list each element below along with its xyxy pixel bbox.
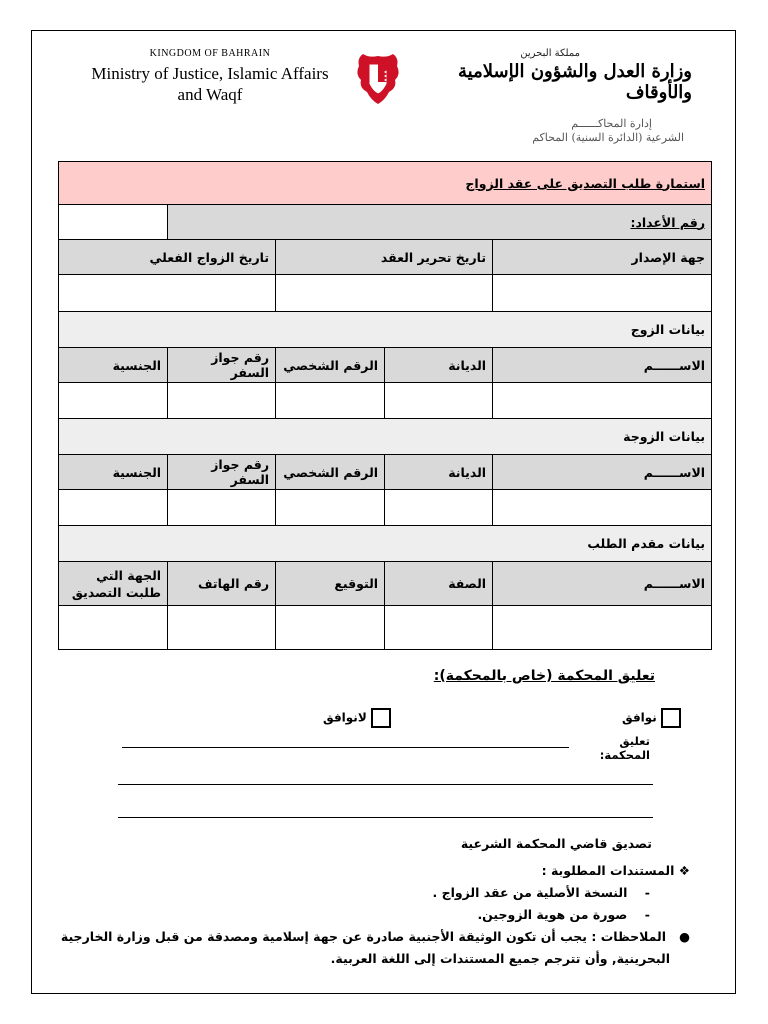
issuer-label: جهة الإصدار	[493, 240, 712, 275]
required-docs-label: المستندات المطلوبة :	[541, 863, 675, 878]
number-label: رقم الأعداد:	[168, 205, 712, 240]
husband-passport-field[interactable]	[168, 383, 276, 419]
form-title: استمارة طلب التصديق على عقد الزواج	[59, 162, 712, 205]
wife-religion-field[interactable]	[385, 490, 493, 526]
agree-checkbox[interactable]	[661, 708, 681, 728]
dash-bullet-icon: -	[631, 885, 650, 900]
required-documents	[60, 860, 690, 970]
ar-ministry: وزارة العدل والشؤون الإسلامية والأوقاف	[458, 61, 692, 103]
court-section-title: تعليق المحكمة (خاص بالمحكمة):	[433, 668, 655, 684]
wife-religion-label: الديانة	[385, 455, 493, 490]
issuer-field[interactable]	[493, 275, 712, 312]
header-english	[60, 48, 360, 105]
ar-courts-dept: إدارة المحاكــــــم	[571, 117, 652, 130]
notes	[60, 926, 690, 948]
disagree-label: لانوافق	[323, 710, 367, 725]
ar-courts-dept-sub: الشرعية (الدائرة السنية) المحاكم	[532, 131, 684, 144]
en-ministry-line2: and Waqf	[177, 85, 243, 104]
doc-item-1	[60, 882, 650, 904]
husband-name-field[interactable]	[493, 383, 712, 419]
applicant-section-title: بيانات مقدم الطلب	[59, 526, 712, 562]
notes-continued	[60, 948, 670, 970]
bahrain-emblem-logo	[355, 50, 401, 106]
wife-name-field[interactable]	[493, 490, 712, 526]
actual-marriage-date-field[interactable]	[59, 275, 276, 312]
required-docs-heading	[60, 860, 690, 882]
husband-name-label: الاســــــم	[493, 348, 712, 383]
wife-name-label: الاســــــم	[493, 455, 712, 490]
notes-text: : يجب أن تكون الوثيقة الأجنبية صادرة عن جهة إسلامية ومصدقة من قبل وزارة الخارجية	[60, 929, 601, 944]
applicant-capacity-field[interactable]	[385, 606, 493, 650]
disagree-option[interactable]	[323, 708, 391, 728]
husband-personal-no-field[interactable]	[276, 383, 385, 419]
applicant-capacity-label: الصفة	[385, 562, 493, 606]
dot-bullet-icon: ●	[670, 929, 690, 944]
husband-passport-label: رقم جواز السفر	[168, 348, 276, 383]
diamond-bullet-icon: ❖	[678, 863, 690, 878]
applicant-phone-field[interactable]	[168, 606, 276, 650]
agree-label: نوافق	[622, 710, 657, 725]
applicant-phone-label: رقم الهاتف	[168, 562, 276, 606]
notes-text-2: البحرينية, وأن تترجم جميع المستندات إلى اللغة العربية.	[330, 951, 670, 966]
applicant-signature-label: التوقيع	[276, 562, 385, 606]
requesting-party-field[interactable]	[59, 606, 168, 650]
contract-date-label: تاريخ تحرير العقد	[276, 240, 493, 275]
wife-section-title: بيانات الزوجة	[59, 419, 712, 455]
requesting-party-line1: الجهة التي	[96, 567, 162, 583]
husband-nationality-field[interactable]	[59, 383, 168, 419]
requesting-party-label	[59, 562, 168, 606]
agree-option[interactable]	[622, 708, 681, 728]
husband-religion-field[interactable]	[385, 383, 493, 419]
doc-item-1-text: النسخة الأصلية من عقد الزواج .	[432, 885, 628, 900]
husband-nationality-label: الجنسية	[59, 348, 168, 383]
wife-nationality-field[interactable]	[59, 490, 168, 526]
marriage-certification-form	[58, 161, 712, 650]
comment-line-3[interactable]	[118, 817, 653, 818]
en-kingdom: KINGDOM OF BAHRAIN	[149, 48, 271, 59]
wife-personal-no-label: الرقم الشخصي	[276, 455, 385, 490]
disagree-checkbox[interactable]	[371, 708, 391, 728]
contract-date-field[interactable]	[276, 275, 493, 312]
wife-passport-label: رقم جواز السفر	[168, 455, 276, 490]
ar-kingdom: مملكة البحرين	[520, 48, 580, 59]
husband-personal-no-label: الرقم الشخصي	[276, 348, 385, 383]
wife-passport-field[interactable]	[168, 490, 276, 526]
judge-certification-label: تصديق قاضي المحكمة الشرعية	[460, 836, 652, 851]
wife-personal-no-field[interactable]	[276, 490, 385, 526]
applicant-name-field[interactable]	[493, 606, 712, 650]
court-comment-label: تعليق المحكمة:	[599, 734, 650, 762]
number-field[interactable]	[59, 205, 168, 240]
requesting-party-line2: طلبت التصديق	[71, 584, 162, 600]
husband-religion-label: الديانة	[385, 348, 493, 383]
notes-label: الملاحظات	[600, 929, 667, 944]
header-arabic	[410, 48, 692, 144]
applicant-signature-field[interactable]	[276, 606, 385, 650]
actual-marriage-date-label: تاريخ الزواج الفعلي	[59, 240, 276, 275]
en-ministry-line1: Ministry of Justice, Islamic Affairs	[91, 64, 329, 83]
comment-line-1[interactable]	[122, 747, 569, 748]
doc-item-2-text: صورة من هوية الزوجين.	[477, 907, 628, 922]
applicant-name-label: الاســــــم	[493, 562, 712, 606]
wife-nationality-label: الجنسية	[59, 455, 168, 490]
court-section	[60, 665, 655, 684]
doc-item-2	[60, 904, 650, 926]
dash-bullet-icon: -	[631, 907, 650, 922]
husband-section-title: بيانات الزوج	[59, 312, 712, 348]
comment-line-2[interactable]	[118, 784, 653, 785]
